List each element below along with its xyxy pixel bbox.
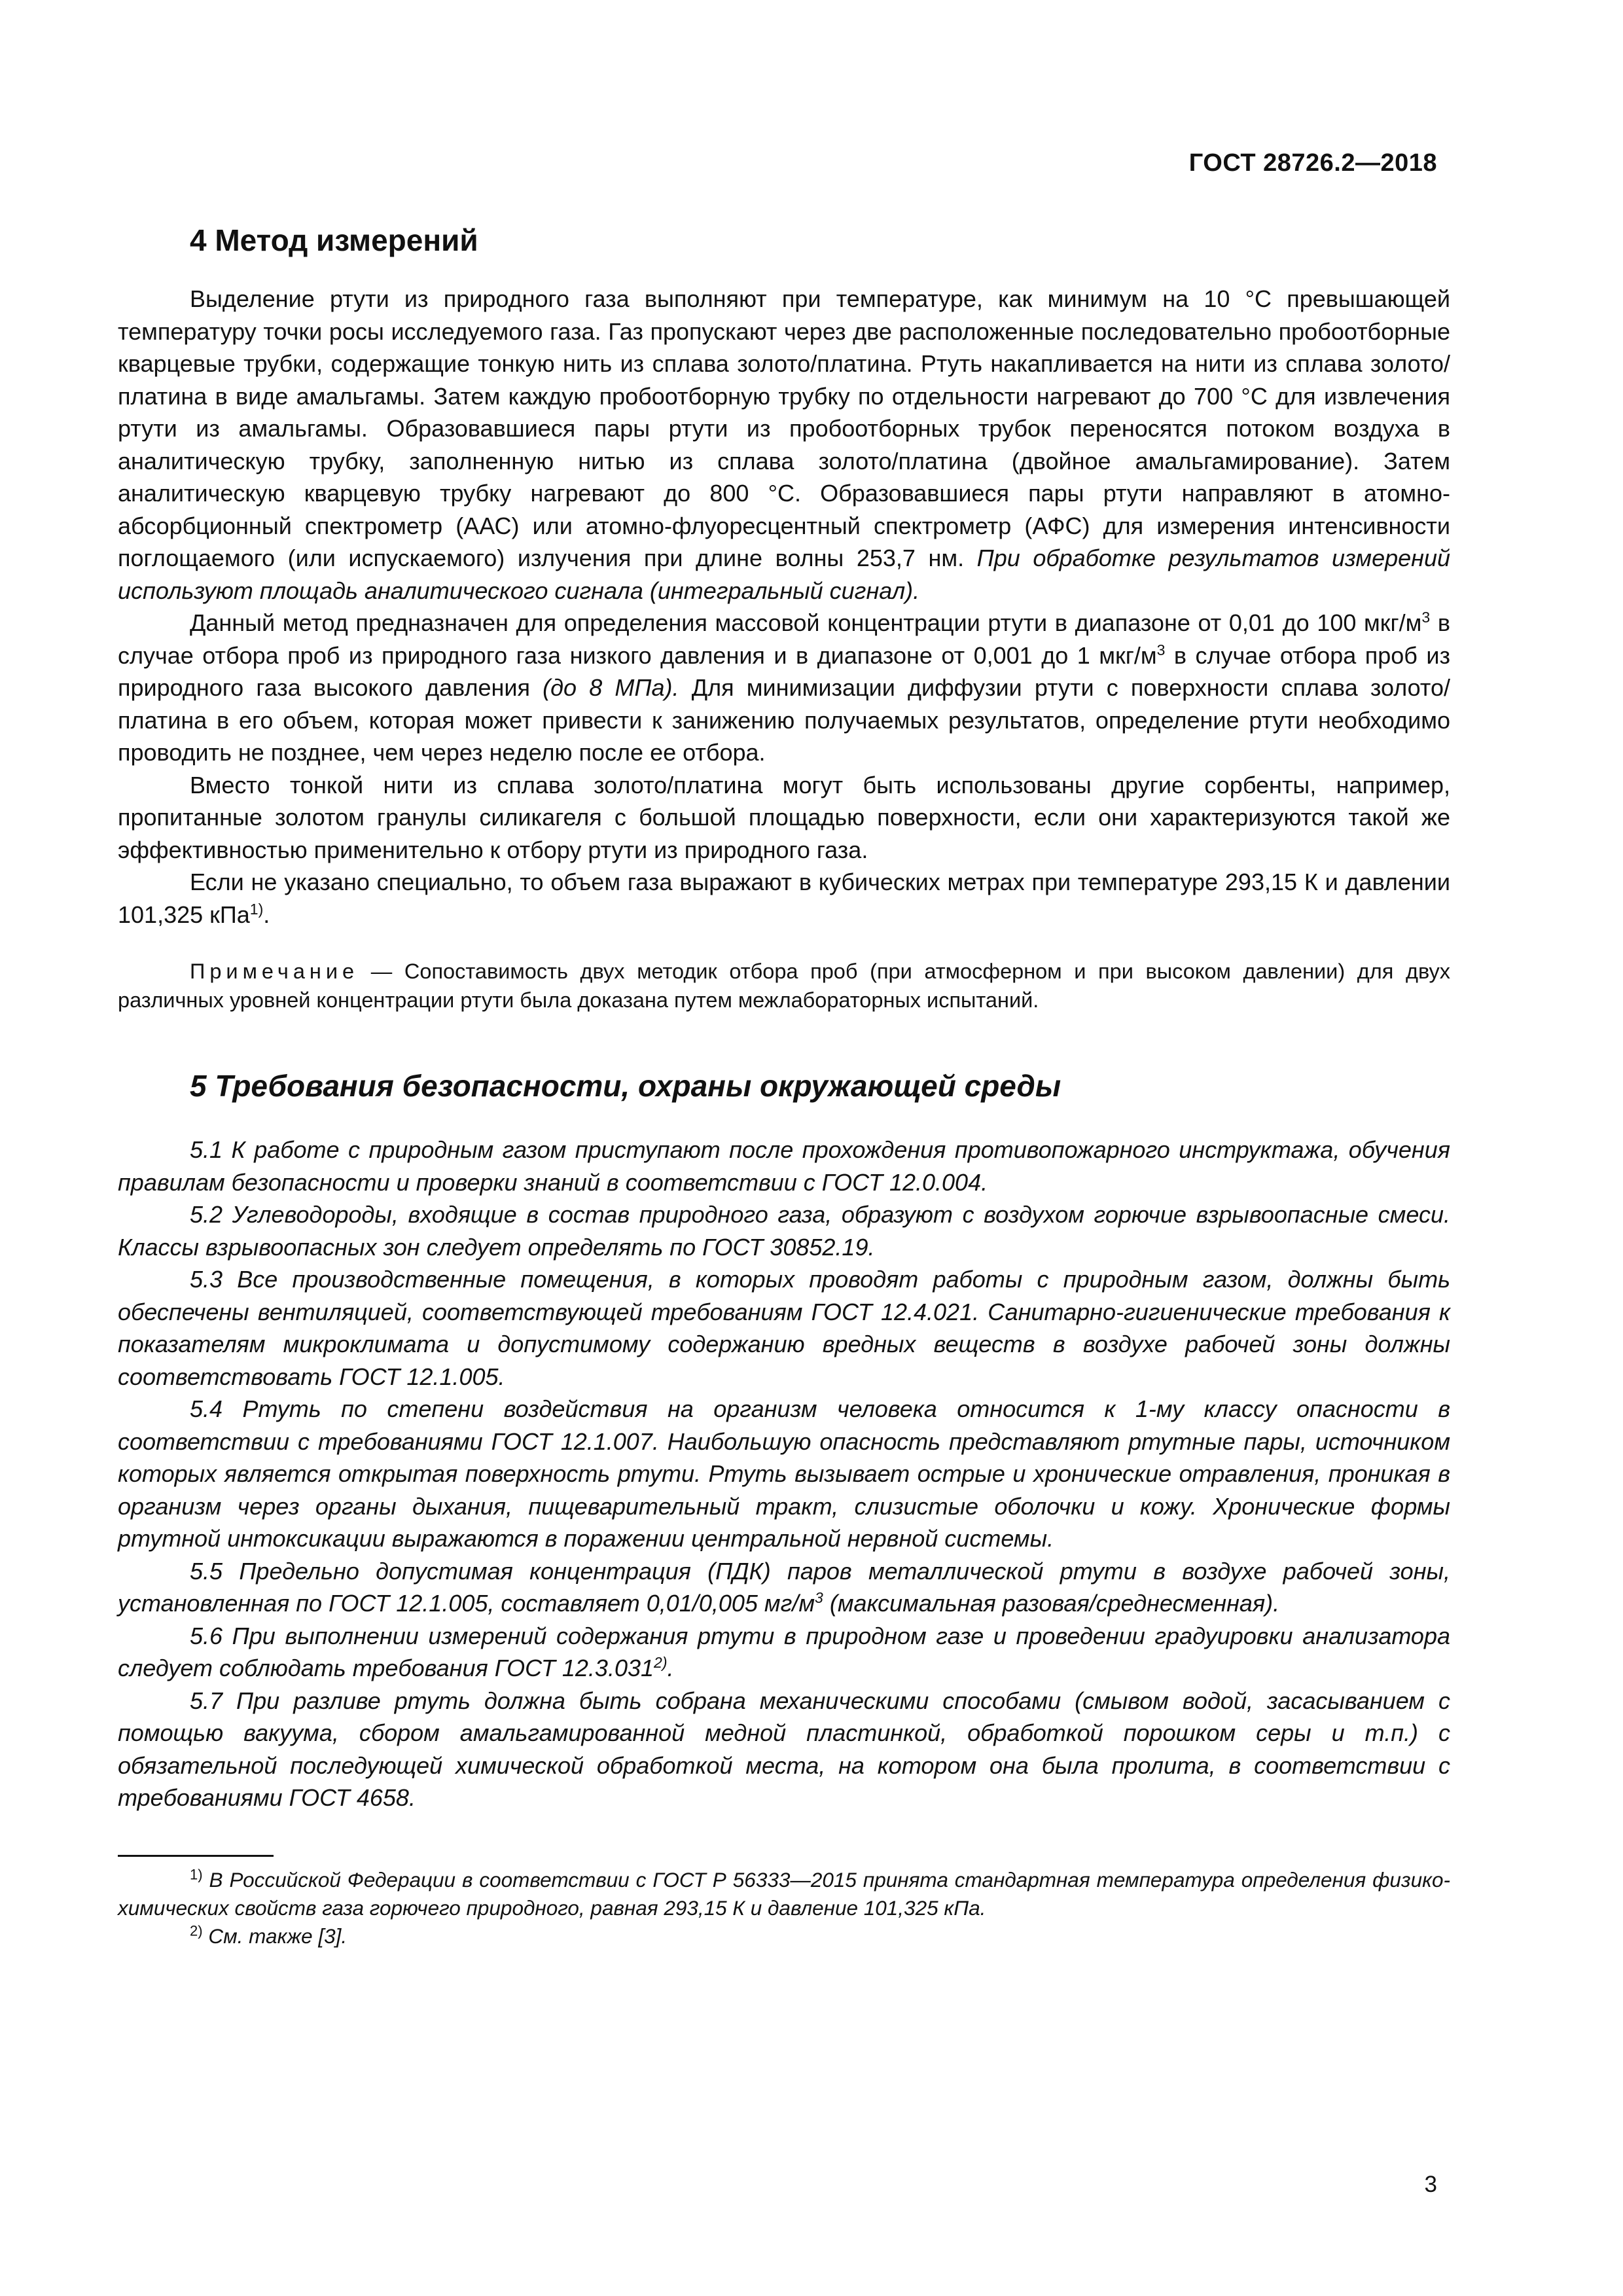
paragraph-gas-volume: Если не указано специально, то объем газа выражают в кубических метрах при температуре 293,15 К и давлении 101,325 кПа$^{1)}$.	[118, 869, 1450, 928]
document-code: ГОСТ 28726.2—2018	[1188, 149, 1437, 177]
footnote-ref-1[interactable]: 1)	[249, 900, 264, 918]
paragraph-method-description: Выделение ртути из природного газа выполняют при температуре, как минимум на 10 °С превышающей температуру точки росы исследуемого газа. Газ пропускают через две расположенные последовательно пробоотборные кварцевые трубки, содержащие тонкую нить из сплава золото/платина. Ртуть накапливается на нити из сплава золото/платина в виде амальгамы. Затем каждую пробоотборную трубку по отдельности нагревают до 700 °С для извлечения ртути из амальгамы. Образовавшиеся пары ртути из пробоотборных трубок переносятся потоком воздуха в аналитическую трубку, заполненную нитью из сплава золото/платина (двойное амальгамирование). Затем аналитическую кварцевую трубку нагревают до 800 °С. Образовавшиеся пары ртути направляют в атомно-абсорбционный спектрометр (ААС) или атомно-флуоресцентный спектрометр (АФС) для измерения интенсивности поглощаемого (или испускаемого) излучения при длине волны 253,7 нм. При обработке результатов измерений используют площадь аналитического сигнала (интегральный сигнал).	[118, 285, 1450, 604]
footnote-2: $^{2)}$ См. также [3].	[190, 1922, 348, 1948]
page-content	[118, 223, 1450, 1950]
section-4-title: 4 Метод измерений	[190, 223, 478, 257]
clause-5-1: 5.1 К работе с природным газом приступают после прохождения противопожарного инструктажа, обучения правилам безопасности и проверки знаний в соответствии с ГОСТ 12.0.004.	[118, 1136, 1450, 1196]
paragraph-sorbents: Вместо тонкой нити из сплава золото/платина могут быть использованы другие сорбенты, например, пропитанные золотом гранулы силикагеля с большой площадью поверхности, если они характеризуются такой же эффективностью применительно к отбору ртути из природного газа.	[118, 771, 1450, 863]
section-5-body	[118, 1134, 1450, 1814]
clause-5-5: 5.5 Предельно допустимая концентрация (ПДК) паров металлической ртути в воздухе рабочей зоны, установленная по ГОСТ 12.1.005, составляет 0,01/0,005 $мг/м^3$ (максимальная разовая/среднесменная).	[118, 1557, 1450, 1617]
paragraph-concentration-range: Данный метод предназначен для определения массовой концентрации ртути в диапазоне от 0,01 до 100 мкг/$м^3$ в случае отбора проб из природного газа низкого давления и в диапазоне от 0,001 до 1 мкг/$м^3$ в случае отбора проб из природного газа высокого давления (до 8 МПа). Для минимизации диффузии ртути с поверхности сплава золото/платина в его объем, которая может привести к занижению получаемых результатов, определение ртути необходимо проводить не позднее, чем через неделю после ее отбора.	[118, 609, 1450, 766]
footnote-1: $^{1)}$ В Российской Федерации в соответствии с ГОСТ Р 56333—2015 принята стандартная температура определения физико-химических свойств газа горючего природного, равная 293,15 К и давление 101,325 кПа.	[118, 1866, 1450, 1920]
footnote-ref-2[interactable]: 2)	[654, 1654, 668, 1671]
clause-5-2: 5.2 Углеводороды, входящие в состав природного газа, образуют с воздухом горючие взрывоопасные смеси. Классы взрывоопасных зон следует определять по ГОСТ 30852.19.	[118, 1201, 1450, 1261]
clause-5-3: 5.3 Все производственные помещения, в которых проводят работы с природным газом, должны быть обеспечены вентиляцией, соответствующей требованиям ГОСТ 12.4.021. Санитарно-гигиенические требования к показателям микроклимата и допустимому содержанию вредных веществ в воздухе рабочей зоны должны соответствовать ГОСТ 12.1.005.	[118, 1266, 1450, 1390]
note-label: Примечание	[190, 960, 359, 983]
footnote-divider	[118, 1855, 274, 1857]
clause-5-4: 5.4 Ртуть по степени воздействия на организм человека относится к 1-му классу опасности в соответствии с требованиями ГОСТ 12.1.007. Наибольшую опасность представляют ртутные пары, источником которых является открытая поверхность ртути. Ртуть вызывает острые и хронические отравления, проникая в организм через органы дыхания, пищеварительный тракт, слизистые оболочки и кожу. Хронические формы ртутной интоксикации выражаются в поражении центральной нервной системы.	[118, 1395, 1450, 1552]
clause-5-7: 5.7 При разливе ртуть должна быть собрана механическими способами (смывом водой, засасыванием с помощью вакуума, сбором амальгамированной медной пластинкой, обработкой порошком серы и т.п.) с обязательной последующей химической обработкой места, на котором она была пролита, в соответствии с требованиями ГОСТ 4658.	[118, 1687, 1450, 1811]
section-5-title: 5 Требования безопасности, охраны окружающей среды	[190, 1069, 1061, 1103]
note: Примечание — Сопоставимость двух методик отбора проб (при атмосферном и при высоком давлении) для двух различных уровней концентрации ртути была доказана путем межлабораторных испытаний.	[118, 960, 1450, 1012]
clause-5-6: 5.6 При выполнении измерений содержания ртути в природном газе и проведении градуировки анализатора следует соблюдать требования ГОСТ 12.3.031$^{2)}$.	[118, 1622, 1450, 1681]
page-number: 3	[1424, 2172, 1437, 2197]
